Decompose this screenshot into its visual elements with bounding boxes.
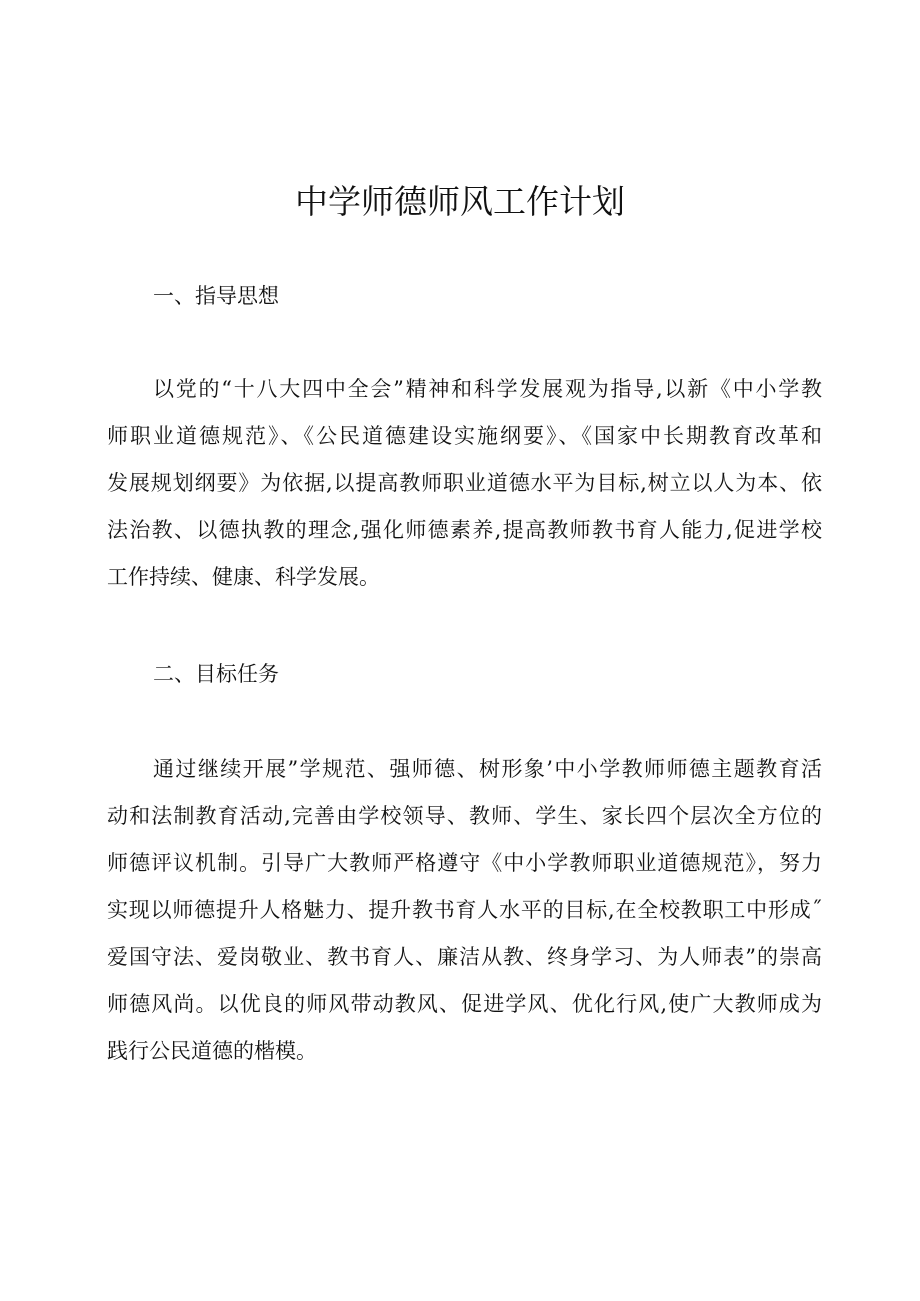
paragraph-line: 师德风尚。以优良的师风带动教风、促进学风、优化行风,使广大教师成为 bbox=[107, 992, 822, 1016]
section-paragraph-guiding-ideology bbox=[107, 366, 822, 601]
paragraph-line: 以党的“十八大四中全会”精神和科学发展观为指导,以新《中小学教 bbox=[153, 377, 822, 401]
paragraph-line: 工作持续、健康、科学发展。 bbox=[107, 565, 380, 589]
paragraph-line: 发展规划纲要》为依据,以提高教师职业道德水平为目标,树立以人为本、依 bbox=[107, 471, 822, 495]
section-heading-goals-tasks: 二、目标任务 bbox=[153, 662, 279, 686]
paragraph-line: 师职业道德规范》、《公民道德建设实施纲要》、《国家中长期教育改革和 bbox=[107, 424, 822, 448]
section-paragraph-goals-tasks bbox=[107, 746, 822, 1075]
section-heading-guiding-ideology: 一、指导思想 bbox=[153, 284, 279, 308]
document-title: 中学师德师风工作计划 bbox=[295, 182, 625, 221]
paragraph-line: 法治教、以德执教的理念,强化师德素养,提高教师教书育人能力,促进学校 bbox=[107, 518, 822, 542]
paragraph-line: 爱国守法、爱岗敬业、教书育人、廉洁从教、终身学习、为人师表”的崇高 bbox=[107, 945, 822, 969]
paragraph-line: 践行公民道德的楷模。 bbox=[107, 1039, 317, 1063]
paragraph-line: 通过继续开展”学规范、强师德、树形象’中小学教师师德主题教育活 bbox=[153, 757, 822, 781]
paragraph-line: 动和法制教育活动,完善由学校领导、教师、学生、家长四个层次全方位的 bbox=[107, 804, 822, 828]
paragraph-line: 实现以师德提升人格魅力、提升教书育人水平的目标,在全校教职工中形成˝ bbox=[107, 898, 822, 922]
paragraph-line: 师德评议机制。引导广大教师严格遵守《中小学教师职业道德规范》，努力 bbox=[107, 851, 822, 875]
